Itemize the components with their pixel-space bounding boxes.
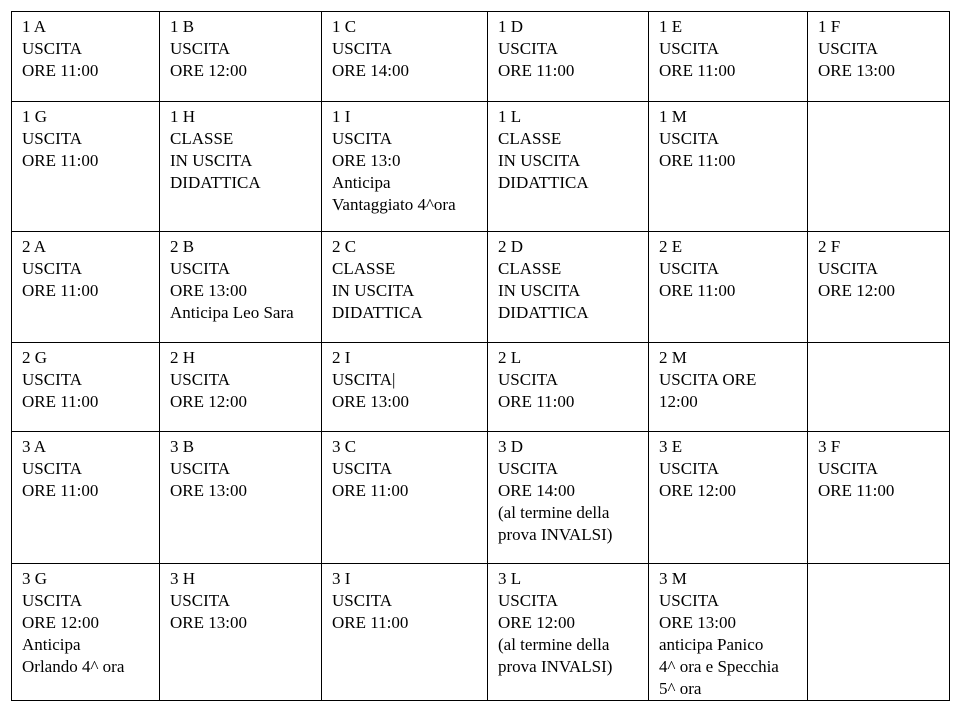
class-code: 3 F [818, 437, 841, 456]
cell-line: ORE 11:00 [22, 61, 99, 80]
cell-line: ORE 12:00 [170, 392, 247, 411]
class-cell [322, 432, 488, 564]
cell-line: ORE 11:00 [332, 613, 409, 632]
class-code: 1 D [498, 17, 524, 36]
class-cell [160, 12, 322, 102]
class-code: 1 A [22, 17, 47, 36]
cell-line: prova INVALSI) [498, 657, 613, 676]
class-cell [322, 232, 488, 343]
cell-line: anticipa Panico [659, 635, 764, 654]
class-code: 3 G [22, 569, 48, 588]
class-cell [12, 343, 160, 432]
cell-line: IN USCITA [170, 151, 253, 170]
cell-line: USCITA ORE [659, 370, 757, 389]
class-code: 1 G [22, 107, 48, 126]
cell-line: ORE 12:00 [22, 613, 99, 632]
cell-line: ORE 11:00 [332, 481, 409, 500]
cell-line: DIDATTICA [332, 303, 423, 322]
cell-line: USCITA [170, 259, 231, 278]
cell-line: ORE 12:00 [818, 281, 895, 300]
cell-line: USCITA [22, 259, 83, 278]
cell-line: USCITA [170, 370, 231, 389]
cell-line: CLASSE [498, 259, 562, 278]
cell-line: ORE 14:00 [332, 61, 409, 80]
empty-cell [808, 102, 950, 232]
cell-line: (al termine della [498, 503, 610, 522]
cell-line: USCITA [332, 459, 393, 478]
cell-line: ORE 12:00 [498, 613, 575, 632]
cell-line: USCITA [498, 591, 559, 610]
class-cell [12, 102, 160, 232]
class-code: 1 F [818, 17, 841, 36]
class-code: 3 B [170, 437, 195, 456]
cell-line: 12:00 [659, 392, 698, 411]
cell-line: USCITA [22, 39, 83, 58]
cell-line: Orlando 4^ ora [22, 657, 125, 676]
cell-line: Anticipa [22, 635, 81, 654]
cell-line: ORE 11:00 [22, 481, 99, 500]
class-code: 1 L [498, 107, 522, 126]
cell-line: prova INVALSI) [498, 525, 613, 544]
cell-line: ORE 13:00 [659, 613, 736, 632]
cell-line: ORE 11:00 [498, 61, 575, 80]
class-cell [160, 564, 322, 701]
class-cell [12, 432, 160, 564]
class-code: 1 M [659, 107, 687, 126]
class-code: 3 L [498, 569, 522, 588]
class-cell [160, 432, 322, 564]
cell-line: USCITA [659, 259, 720, 278]
cell-line: USCITA| [332, 370, 396, 389]
cell-line: USCITA [498, 459, 559, 478]
cell-line: ORE 13:00 [818, 61, 895, 80]
cell-line: DIDATTICA [498, 303, 589, 322]
cell-line: (al termine della [498, 635, 610, 654]
class-cell [322, 12, 488, 102]
table-row [12, 343, 950, 432]
table-row [12, 232, 950, 343]
cell-line: ORE 11:00 [818, 481, 895, 500]
cell-line: CLASSE [498, 129, 562, 148]
class-cell [808, 232, 950, 343]
class-code: 3 A [22, 437, 47, 456]
cell-line: USCITA [818, 459, 879, 478]
class-cell [488, 432, 649, 564]
class-code: 3 I [332, 569, 351, 588]
cell-line: IN USCITA [498, 151, 581, 170]
cell-line: DIDATTICA [498, 173, 589, 192]
class-code: 2 H [170, 348, 196, 367]
class-code: 3 D [498, 437, 524, 456]
cell-line: USCITA [170, 39, 231, 58]
cell-line: USCITA [818, 39, 879, 58]
cell-line: USCITA [659, 459, 720, 478]
class-cell [322, 102, 488, 232]
cell-line: Anticipa Leo Sara [170, 303, 294, 322]
cell-line: USCITA [659, 39, 720, 58]
class-cell [649, 12, 808, 102]
class-code: 3 E [659, 437, 683, 456]
class-cell [322, 564, 488, 701]
class-cell [160, 102, 322, 232]
class-cell [322, 343, 488, 432]
class-code: 2 B [170, 237, 195, 256]
table-row [12, 432, 950, 564]
class-code: 3 H [170, 569, 196, 588]
cell-line: USCITA [659, 591, 720, 610]
class-cell [649, 232, 808, 343]
cell-line: ORE 11:00 [22, 281, 99, 300]
class-cell [488, 564, 649, 701]
class-cell [488, 102, 649, 232]
cell-line: CLASSE [332, 259, 396, 278]
cell-line: USCITA [22, 370, 83, 389]
class-code: 2 D [498, 237, 524, 256]
class-cell [649, 102, 808, 232]
class-cell [488, 232, 649, 343]
cell-line: ORE 11:00 [659, 281, 736, 300]
cell-line: ORE 11:00 [659, 151, 736, 170]
class-cell [12, 232, 160, 343]
cell-line: USCITA [498, 39, 559, 58]
class-cell [160, 232, 322, 343]
class-code: 2 E [659, 237, 683, 256]
class-code: 1 B [170, 17, 195, 36]
cell-line: 4^ ora e Specchia [659, 657, 779, 676]
class-cell [808, 12, 950, 102]
class-cell [649, 432, 808, 564]
cell-line: ORE 11:00 [498, 392, 575, 411]
cell-line: ORE 12:00 [170, 61, 247, 80]
cell-line: ORE 11:00 [22, 392, 99, 411]
class-code: 2 I [332, 348, 351, 367]
empty-cell [808, 343, 950, 432]
empty-cell [808, 564, 950, 701]
table-row [12, 102, 950, 232]
class-cell [488, 12, 649, 102]
class-cell [12, 564, 160, 701]
class-code: 1 E [659, 17, 683, 36]
class-cell [649, 343, 808, 432]
cell-line: USCITA [170, 591, 231, 610]
cell-line: Vantaggiato 4^ora [332, 195, 456, 214]
class-code: 1 C [332, 17, 357, 36]
class-schedule-table [11, 11, 950, 701]
cell-line: USCITA [818, 259, 879, 278]
cell-line: ORE 11:00 [22, 151, 99, 170]
class-code: 2 L [498, 348, 522, 367]
cell-line: USCITA [22, 129, 83, 148]
class-code: 3 C [332, 437, 357, 456]
cell-line: ORE 14:00 [498, 481, 575, 500]
cell-line: IN USCITA [332, 281, 415, 300]
cell-line: USCITA [170, 459, 231, 478]
class-cell [12, 12, 160, 102]
cell-line: ORE 11:00 [659, 61, 736, 80]
class-code: 2 F [818, 237, 841, 256]
cell-line: USCITA [22, 591, 83, 610]
class-code: 1 I [332, 107, 351, 126]
cell-line: ORE 13:00 [332, 392, 409, 411]
class-code: 2 C [332, 237, 357, 256]
cell-line: USCITA [332, 39, 393, 58]
class-code: 1 H [170, 107, 196, 126]
class-code: 2 A [22, 237, 47, 256]
cell-line: CLASSE [170, 129, 234, 148]
cell-line: ORE 12:00 [659, 481, 736, 500]
cell-line: ORE 13:00 [170, 481, 247, 500]
cell-line: 5^ ora [659, 679, 702, 698]
class-cell [488, 343, 649, 432]
table-row [12, 12, 950, 102]
class-code: 2 G [22, 348, 48, 367]
class-code: 2 M [659, 348, 687, 367]
cell-line: USCITA [22, 459, 83, 478]
cell-line: DIDATTICA [170, 173, 261, 192]
cell-line: USCITA [498, 370, 559, 389]
cell-line: USCITA [332, 129, 393, 148]
class-cell [808, 432, 950, 564]
cell-line: IN USCITA [498, 281, 581, 300]
table-row [12, 564, 950, 701]
cell-line: ORE 13:00 [170, 281, 247, 300]
class-cell [649, 564, 808, 701]
cell-line: ORE 13:00 [170, 613, 247, 632]
cell-line: USCITA [659, 129, 720, 148]
class-code: 3 M [659, 569, 687, 588]
cell-line: ORE 13:0 [332, 151, 401, 170]
cell-line: Anticipa [332, 173, 391, 192]
class-cell [160, 343, 322, 432]
cell-line: USCITA [332, 591, 393, 610]
